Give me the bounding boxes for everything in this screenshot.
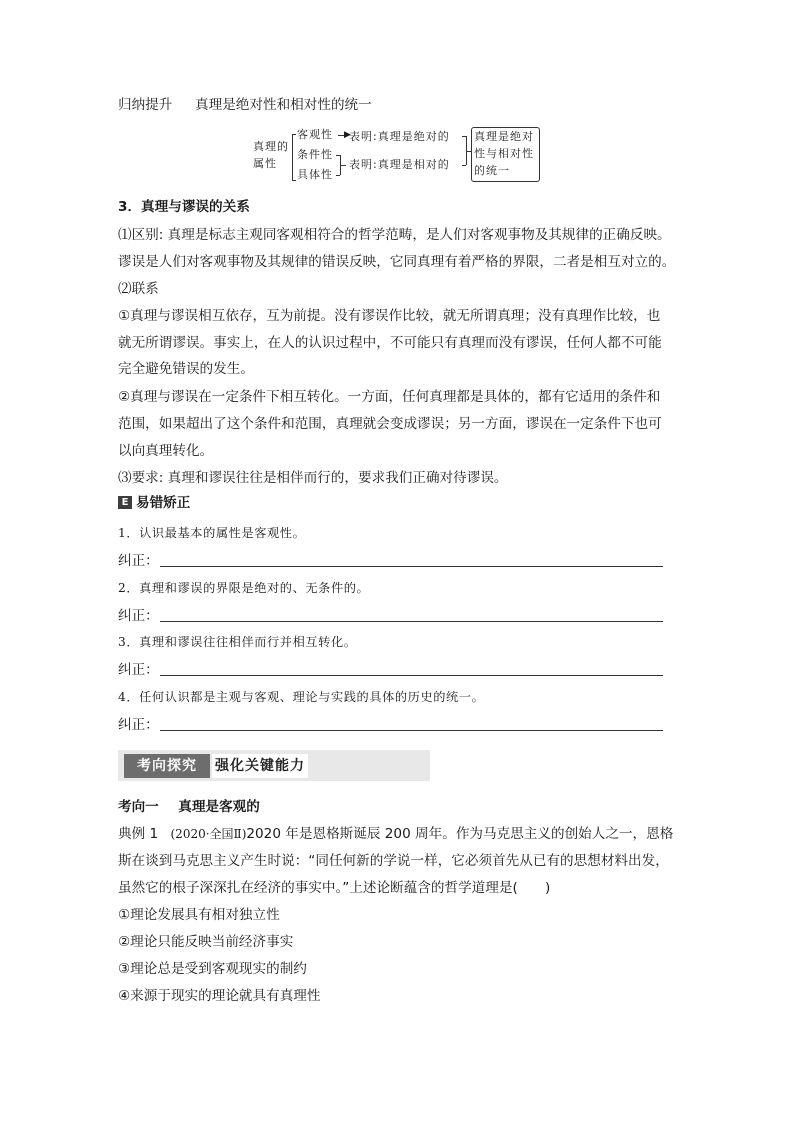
- diagram-brace-tick: [292, 134, 296, 135]
- error-correction-icon: E: [118, 496, 132, 509]
- diagram-brace-tick: [462, 165, 466, 166]
- answer-line-2[interactable]: [160, 621, 663, 622]
- diagram-result-line1: 真理是绝对: [474, 130, 534, 143]
- summary-heading: [118, 97, 372, 114]
- diagram-attr-objective: 客观性: [297, 128, 333, 141]
- section3-p3-line2: 就无所谓谬误。事实上，在人的认识过程中，不可能只有真理而没有谬误，任何人都不可能: [118, 335, 662, 351]
- section3-p2: ⑵联系: [118, 281, 159, 297]
- section3-p1-line2: 谬误是人们对客观事物及其规律的错误反映，它同真理有着严格的界限，二者是相互对立的。: [118, 254, 676, 270]
- diagram-root-line1: 真理的: [253, 140, 289, 153]
- diagram-brace-tick: [340, 165, 346, 166]
- diagram-show-absolute: 表明:真理是绝对的: [349, 130, 450, 143]
- example-source: (2020·全国Ⅱ): [170, 827, 247, 841]
- section3-heading: 3．真理与谬误的关系: [118, 199, 250, 215]
- diagram-show-relative: 表明:真理是相对的: [349, 158, 450, 171]
- section3-p4-line1: ②真理与谬误在一定条件下相互转化。一方面，任何真理都是具体的，都有它适用的条件和: [118, 389, 661, 405]
- section3-p5: ⑶要求: 真理和谬误往往是相伴而行的，要求我们正确对待谬误。: [118, 470, 508, 486]
- diagram-brace-tick: [462, 136, 466, 137]
- section3-p1-line1: ⑴区别: 真理是标志主观同客观相符合的哲学范畴，是人们对客观事物及其规律的正确反映。: [118, 227, 671, 243]
- diagram-root-line2: 属性: [253, 157, 277, 170]
- summary-title: 真理是绝对性和相对性的统一: [195, 97, 372, 113]
- banner-label-ability: 强化关键能力: [212, 754, 308, 778]
- correct-label-1: 纠正：: [118, 553, 159, 569]
- section3-p4-line3: 以向真理转化。: [118, 443, 214, 459]
- option-4: ④来源于现实的理论就具有真理性: [118, 988, 321, 1004]
- example-label: 典例 1: [118, 826, 159, 842]
- correct-label-3: 纠正：: [118, 662, 159, 678]
- section3-p4-line2: 范围，如果超出了这个条件和范围，真理就会变成谬误；另一方面，谬误在一定条件下也可: [118, 416, 662, 432]
- example-line1: [118, 826, 673, 843]
- answer-line-3[interactable]: [160, 675, 663, 676]
- diagram-result-line3: 的统一: [474, 164, 510, 177]
- arrow-right-icon: ▶: [344, 130, 351, 140]
- correct-label-4: 纠正：: [118, 717, 159, 733]
- error-item-1: 1．认识最基本的属性是客观性。: [118, 526, 306, 540]
- diagram-attr-concrete: 具体性: [297, 168, 333, 181]
- diagram-brace-tick: [292, 180, 296, 181]
- answer-line-1[interactable]: [160, 566, 663, 567]
- banner-label-explore: 考向探究: [124, 754, 210, 778]
- answer-line-4[interactable]: [160, 730, 663, 731]
- example-text-line1: 2020 年是恩格斯诞辰 200 周年。作为马克思主义的创始人之一，恩格: [246, 826, 674, 842]
- section3-p3-line3: 完全避免错误的发生。: [118, 361, 254, 377]
- example-line2: 斯在谈到马克思主义产生时说：“同任何新的学说一样，它必须首先从已有的思想材料出发，: [118, 853, 669, 869]
- errors-heading: 易错矫正: [136, 495, 191, 511]
- direction-heading: [118, 799, 260, 816]
- correct-label-2: 纠正：: [118, 608, 159, 624]
- diagram-attr-conditional: 条件性: [297, 148, 333, 161]
- direction-title: 真理是客观的: [178, 799, 260, 815]
- summary-label: 归纳提升: [118, 97, 173, 113]
- example-line3: 虽然它的根子深深扎在经济的事实中。”上述论断蕴含的哲学道理是( ): [118, 880, 551, 896]
- option-3: ③理论总是受到客观现实的制约: [118, 961, 307, 977]
- diagram-brace-tick: [336, 155, 340, 156]
- diagram-result-line2: 性与相对性: [474, 147, 534, 160]
- diagram-brace-tick: [336, 175, 340, 176]
- error-item-4: 4．任何认识都是主观与客观、理论与实践的具体的历史的统一。: [118, 690, 485, 704]
- error-item-2: 2．真理和谬误的界限是绝对的、无条件的。: [118, 581, 370, 595]
- section3-p3-line1: ①真理与谬误相互依存，互为前提。没有谬误作比较，就无所谓真理；没有真理作比较，也: [118, 308, 661, 324]
- direction-label: 考向一: [118, 799, 159, 815]
- option-2: ②理论只能反映当前经济事实: [118, 934, 294, 950]
- diagram-brace-left: [292, 134, 293, 181]
- error-item-3: 3．真理和谬误往往相伴而行并相互转化。: [118, 635, 357, 649]
- option-1: ①理论发展具有相对独立性: [118, 907, 280, 923]
